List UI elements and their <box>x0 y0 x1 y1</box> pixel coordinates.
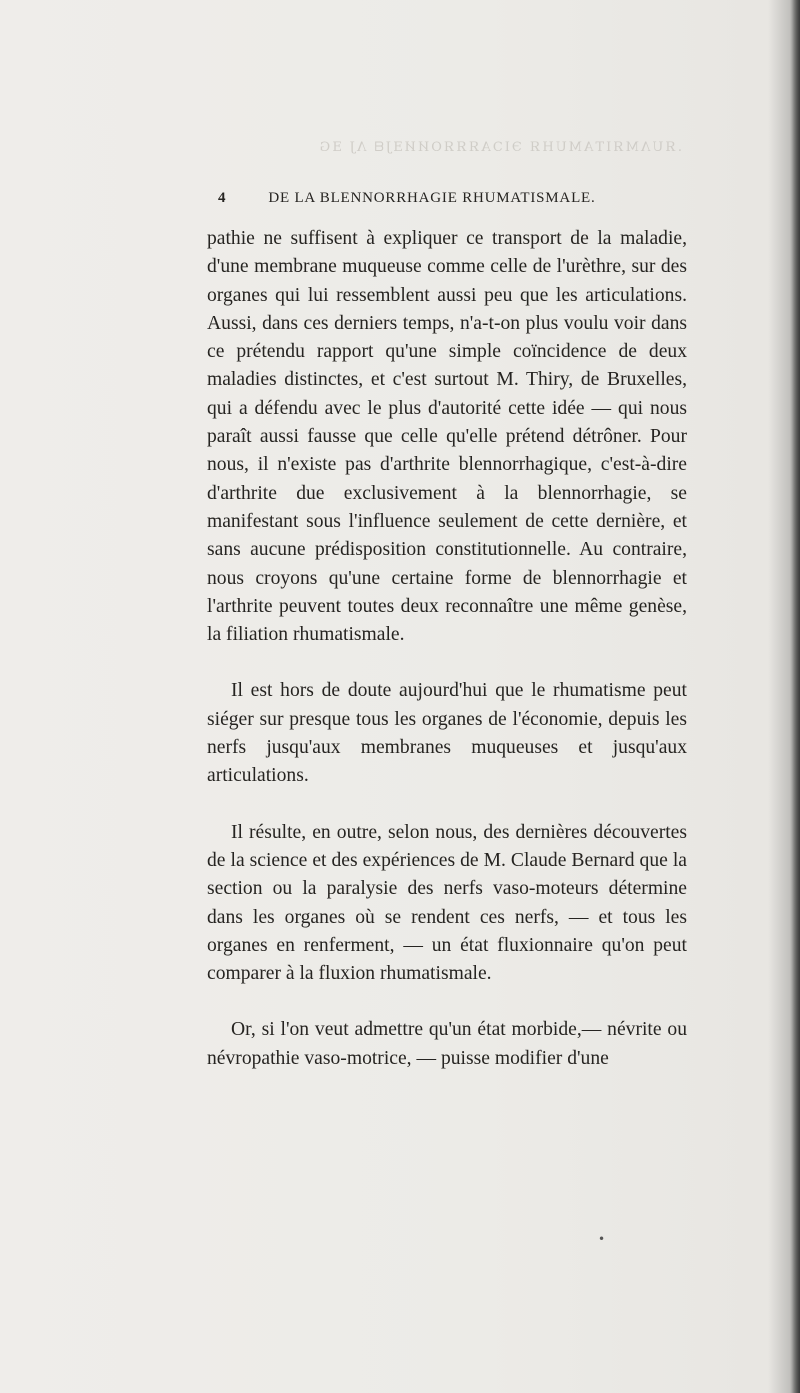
paragraph-3: Il résulte, en outre, selon nous, des dernières découvertes de la science et des expériences de M. Claude Bernard que la section ou la paralysie des nerfs vaso-moteurs détermine dans les organes où se rendent ces nerfs, — et tous les organes en renferment, — un état fluxionnaire qu'on peut comparer à la fluxion rhumatismale. <box>207 821 687 985</box>
page-number: 4 <box>218 190 227 206</box>
header-title: DE LA BLENNORRHAGIE RHUMATISMALE. <box>268 190 596 206</box>
paragraph-4: Or, si l'on veut admettre qu'un état morbide,— névrite ou névropathie vaso-motrice, — puisse modifier d'une <box>207 1019 687 1069</box>
paragraph-1: pathie ne suffisent à expliquer ce transport de la maladie, d'une membrane muqueuse comme celle de l'urèthre, sur des organes qui lui ressemblent aussi peu que les articulations. Aussi, dans ces derniers temps, n'a-t-on plus voulu voir dans ce prétendu rapport qu'une simple coïncidence de deux maladies distinctes, et c'est surtout M. Thiry, de Bruxelles, qui a défendu avec le plus d'autorité cette idée — qui nous paraît aussi fausse que celle qu'elle prétend détrôner. Pour nous, il n'existe pas d'arthrite blennorrhagique, c'est-à-dire d'arthrite due exclusivement à la blennorrhagie, se manifestant sous l'influence seulement de cette dernière, et sans aucune prédisposition constitutionnelle. Au contraire, nous croyons qu'une certaine forme de blennorrhagie et l'arthrite peuvent toutes deux reconnaître une même genèse, la filiation rhumatismale. <box>207 228 687 646</box>
body-text <box>207 225 687 1073</box>
printer-mark: • <box>598 1232 606 1246</box>
running-header <box>218 190 658 216</box>
paragraph-2: Il est hors de doute aujourd'hui que le rhumatisme peut siéger sur presque tous les organes de l'économie, depuis les nerfs jusqu'aux membranes muqueuses et jusqu'aux articulations. <box>207 680 687 787</box>
page-edge-shadow <box>790 0 800 1393</box>
bleed-through-text: .ЯUΛМЯIТAМUНЯ ЭIϽAЯЯЯОИИƎJᗺ ΛJ ƎG <box>317 140 682 155</box>
